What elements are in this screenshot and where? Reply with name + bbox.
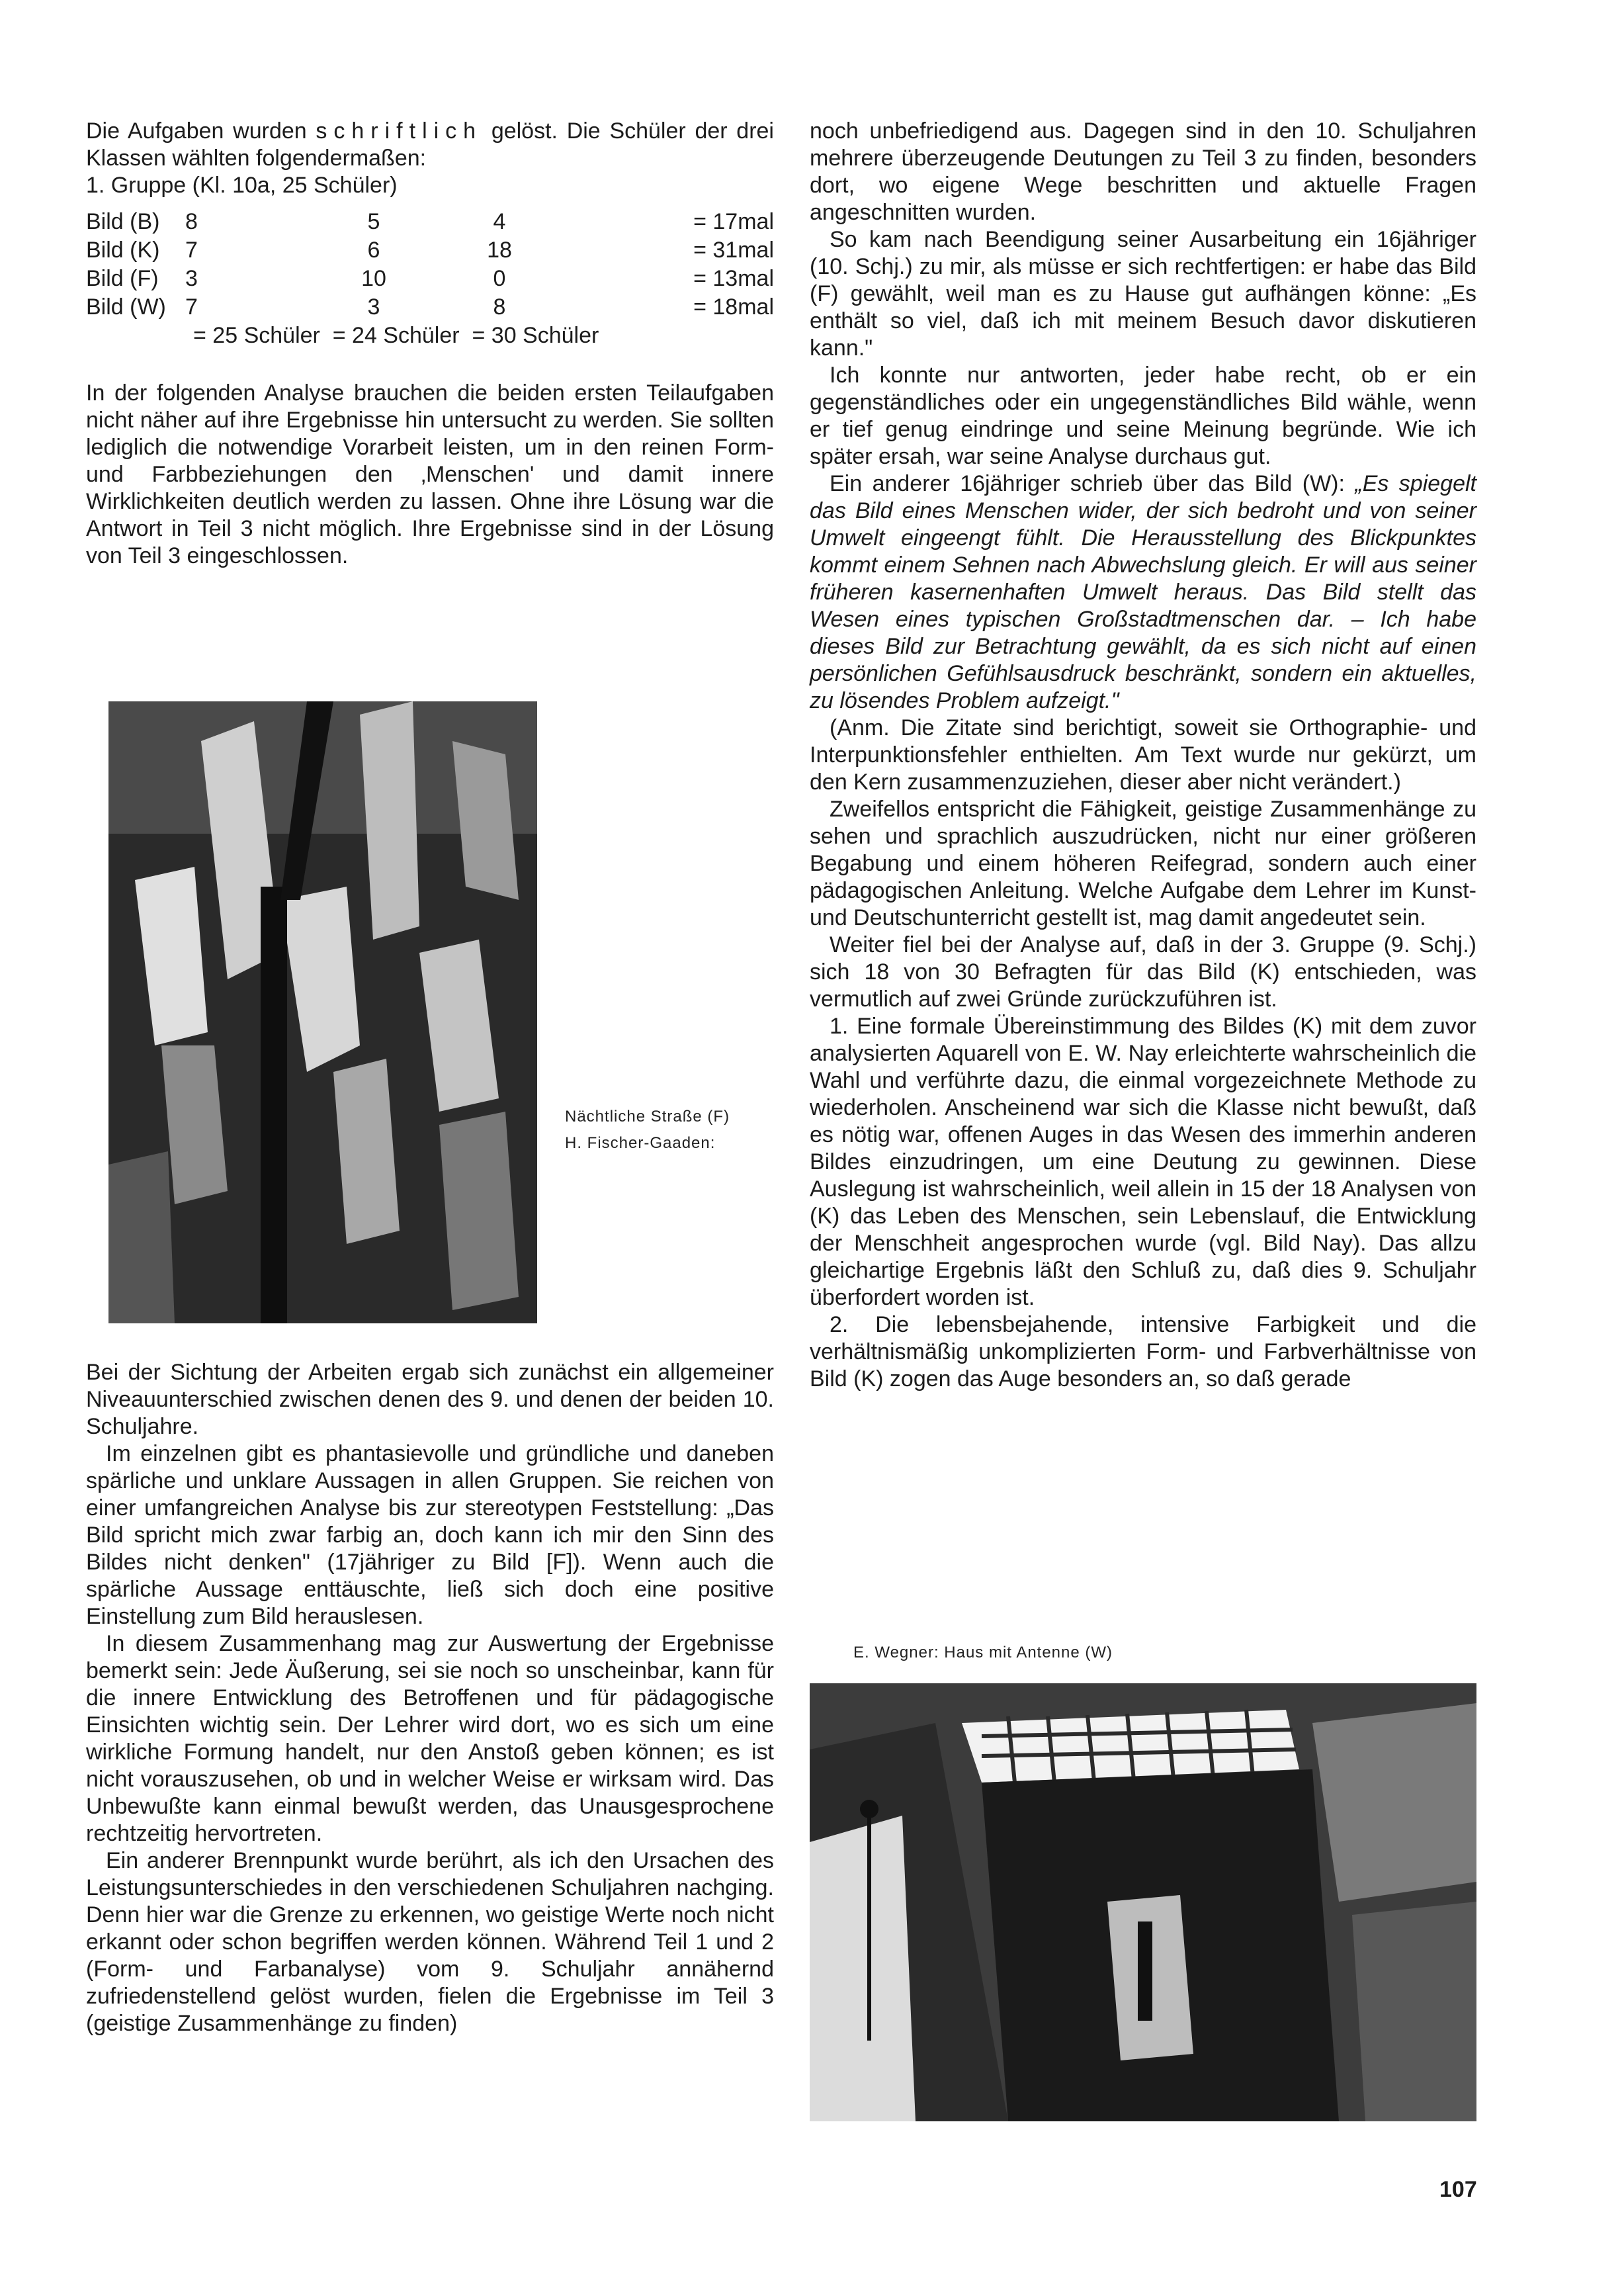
- cell: 4: [493, 209, 506, 234]
- page-number: 107: [1439, 2177, 1477, 2202]
- row-label: Bild (F): [86, 266, 159, 291]
- paragraph: Ich konnte nur antworten, jeder habe recht, ob er ein gegenständliches oder ein ungegenständliches Bild wähle, wenn er tief genug eindringe und seine Meinung begründe. Wie ich später ersah, war seine Analyse durchaus gut.: [810, 363, 1476, 469]
- totals-line: = 25 Schüler = 24 Schüler = 30 Schüler: [193, 323, 599, 348]
- paragraph: Zweifellos entspricht die Fähigkeit, geistige Zusammenhänge zu sehen und sprachlich auszudrücken, nicht nur einer größeren Begabung und einem höheren Reifegrad, sondern auch einer pädagogischen Anleitung. Welche Aufgabe dem Lehrer im Kunst- und Deutschunterricht gestellt ist, mag damit angedeutet sein.: [810, 797, 1476, 930]
- cell: 8: [493, 294, 506, 320]
- table-row: [86, 265, 774, 294]
- paragraph: Im einzelnen gibt es phantasievolle und gründliche und daneben spärliche und unklare Aussagen in allen Gruppen. Sie reichen von einer umfangreichen Analyse bis zur stereotypen Feststellung: „Das Bild spricht mich zwar farbig an, doch kann ich mir den Sinn des Bildes nicht denken" (17jähriger zu Bild [F]). Wenn auch die spärliche Aussage enttäuschte, ließ sich doch eine positive Einstellung zum Bild herauslesen.: [86, 1441, 774, 1629]
- intro-paragraph: [86, 118, 774, 172]
- row-label: Bild (W): [86, 294, 166, 320]
- row-total: = 13mal: [693, 266, 774, 291]
- cell: 0: [493, 266, 506, 291]
- group-title: 1. Gruppe (Kl. 10a, 25 Schüler): [86, 173, 398, 198]
- paragraph: Bei der Sichtung der Arbeiten ergab sich zunächst ein allgemeiner Niveauunterschied zwischen denen des 9. und denen der beiden 10. Schuljahre.: [86, 1360, 774, 1439]
- right-column: [810, 118, 1476, 1393]
- figure1-caption: [565, 1104, 730, 1157]
- row-total: = 31mal: [693, 238, 774, 263]
- paragraph-quote: [810, 470, 1476, 715]
- painting-illustration: [108, 701, 537, 1323]
- intro-spaced-word: schriftlich: [316, 118, 483, 144]
- row-total: = 18mal: [693, 294, 774, 320]
- cell: 7: [185, 238, 198, 263]
- cell: 18: [487, 238, 512, 263]
- results-table: [86, 208, 774, 322]
- intro-text: Die Aufgaben wurden: [86, 118, 307, 144]
- cell: 3: [185, 266, 198, 291]
- cell: 3: [367, 294, 380, 320]
- paragraph: Ein anderer Brennpunkt wurde berührt, als ich den Ursachen des Leistungsunterschiedes in den verschiedenen Schuljahren nachging. Denn hier war die Grenze zu erkennen, wo geistige Werte noch nicht erkannt oder schon begriffen werden können. Während Teil 1 und 2 (Form- und Farbanalyse) vom 9. Schuljahr annähernd zufriedenstellend gelöst wurden, fielen die Ergebnisse im Teil 3 (geistige Zusammenhänge zu finden): [86, 1848, 774, 2036]
- painting-image-nachtliche-strasse: [108, 701, 537, 1323]
- row-label: Bild (K): [86, 238, 160, 263]
- table-row: [86, 294, 774, 322]
- paragraph: 2. Die lebensbejahende, intensive Farbigkeit und die verhältnismäßig unkomplizierten Form- und Farbverhältnisse von Bild (K) zogen das Auge besonders an, so daß gerade: [810, 1312, 1476, 1391]
- cell: 8: [185, 209, 198, 234]
- paragraph: In diesem Zusammenhang mag zur Auswertung der Ergebnisse bemerkt sein: Jede Äußerung, sei sie noch so unscheinbar, kann für die innere Entwicklung des Betroffenen und für pädagogische Einsichten wichtig sein. Der Lehrer wird dort, wo es sich um eine wirkliche Formung handelt, nur den Anstoß geben können; es ist nicht vorauszusehen, ob und in welcher Weise er wirksam wird. Das Unbewußte kann einmal bewußt werden, das Unausgesprochene rechtzeitig hervortreten.: [86, 1631, 774, 1846]
- painting-image-haus-mit-antenne: [810, 1683, 1476, 2121]
- quote-intro: Ein anderer 16jähriger schrieb über das Bild (W):: [830, 471, 1345, 496]
- cell: 7: [185, 294, 198, 320]
- cell: 5: [367, 209, 380, 234]
- painting-illustration: [810, 1683, 1476, 2121]
- left-column-lower: [86, 1359, 774, 2037]
- table-row: [86, 208, 774, 237]
- figure2-caption: E. Wegner: Haus mit Antenne (W): [853, 1644, 1113, 1661]
- intro-text-end: gelöst. Die Schüler der drei Klassen wählten folgendermaßen:: [86, 118, 774, 171]
- row-label: Bild (B): [86, 209, 160, 234]
- figure1-title: Nächtliche Straße (F): [565, 1108, 730, 1126]
- table-row: [86, 237, 774, 265]
- paragraph: In der folgenden Analyse brauchen die beiden ersten Teilaufgaben nicht näher auf ihre Ergebnisse hin untersucht zu werden. Sie sollten lediglich die notwendige Vorarbeit leisten, um in den reinen Form- und Farbbeziehungen den ‚Menschen' und damit innere Wirklichkeiten deutlich werden zu lassen. Ohne ihre Lösung war die Antwort in Teil 3 nicht möglich. Ihre Ergebnisse sind in der Lösung von Teil 3 eingeschlossen.: [86, 380, 774, 568]
- row-total: = 17mal: [693, 209, 774, 234]
- figure1-artist: H. Fischer-Gaaden:: [565, 1134, 716, 1152]
- paragraph: noch unbefriedigend aus. Dagegen sind in den 10. Schuljahren mehrere überzeugende Deutungen zu Teil 3 zu finden, besonders dort, wo eigene Wege beschritten und aktuelle Fragen angeschnitten wurden.: [810, 118, 1476, 225]
- paragraph: So kam nach Beendigung seiner Ausarbeitung ein 16jähriger (10. Schj.) zu mir, als müsse er sich rechtfertigen: er habe das Bild (F) gewählt, weil man es zu Hause gut aufhängen könne: „Es enthält so viel, daß ich mit meinem Besuch davor diskutieren kann.": [810, 227, 1476, 361]
- cell: 6: [367, 238, 380, 263]
- left-column: [86, 118, 774, 570]
- quote-text: „Es spiegelt das Bild eines Menschen wider, der sich bedroht und von seiner Umwelt eingeengt fühlt. Die Herausstellung des Blickpunktes kommt einem Sehnen nach Abwechslung gleich. Er will aus seiner früheren kasernenhaften Umwelt heraus. Das Bild stellt das Wesen eines typischen Großstadtmenschen dar. – Ich habe dieses Bild zur Betrachtung gewählt, da es sich nicht auf einen persönlichen Gefühlsausdruck beschränkt, sondern ein aktuelles, zu lösendes Problem aufzeigt.": [810, 471, 1476, 713]
- paragraph: 1. Eine formale Übereinstimmung des Bildes (K) mit dem zuvor analysierten Aquarell von E. W. Nay erleichterte wahrscheinlich die Wahl und verführte dazu, die einmal vorgezeichnete Methode zu wiederholen. Anscheinend war sich die Klasse nicht bewußt, daß es nötig war, offenen Auges in das Wesen des immerhin anderen Bildes einzudringen, um eine Deutung zu gewinnen. Diese Auslegung ist wahrscheinlich, weil allein in 15 der 18 Analysen von (K) das Leben des Menschen, sein Lebenslauf, die Entwicklung der Menschheit angesprochen wurde (vgl. Bild Nay). Das allzu gleichartige Ergebnis läßt den Schluß zu, daß dies 9. Schuljahr überfordert worden ist.: [810, 1014, 1476, 1310]
- paragraph: Weiter fiel bei der Analyse auf, daß in der 3. Gruppe (9. Schj.) sich 18 von 30 Befragten für das Bild (K) entschieden, was vermutlich auf zwei Gründe zurückzuführen ist.: [810, 932, 1476, 1012]
- cell: 10: [361, 266, 386, 291]
- paragraph: (Anm. Die Zitate sind berichtigt, soweit sie Orthographie- und Interpunktionsfehler enthielten. Am Text wurde nur gekürzt, um den Kern zusammenzuziehen, dieser aber nicht verändert.): [810, 715, 1476, 795]
